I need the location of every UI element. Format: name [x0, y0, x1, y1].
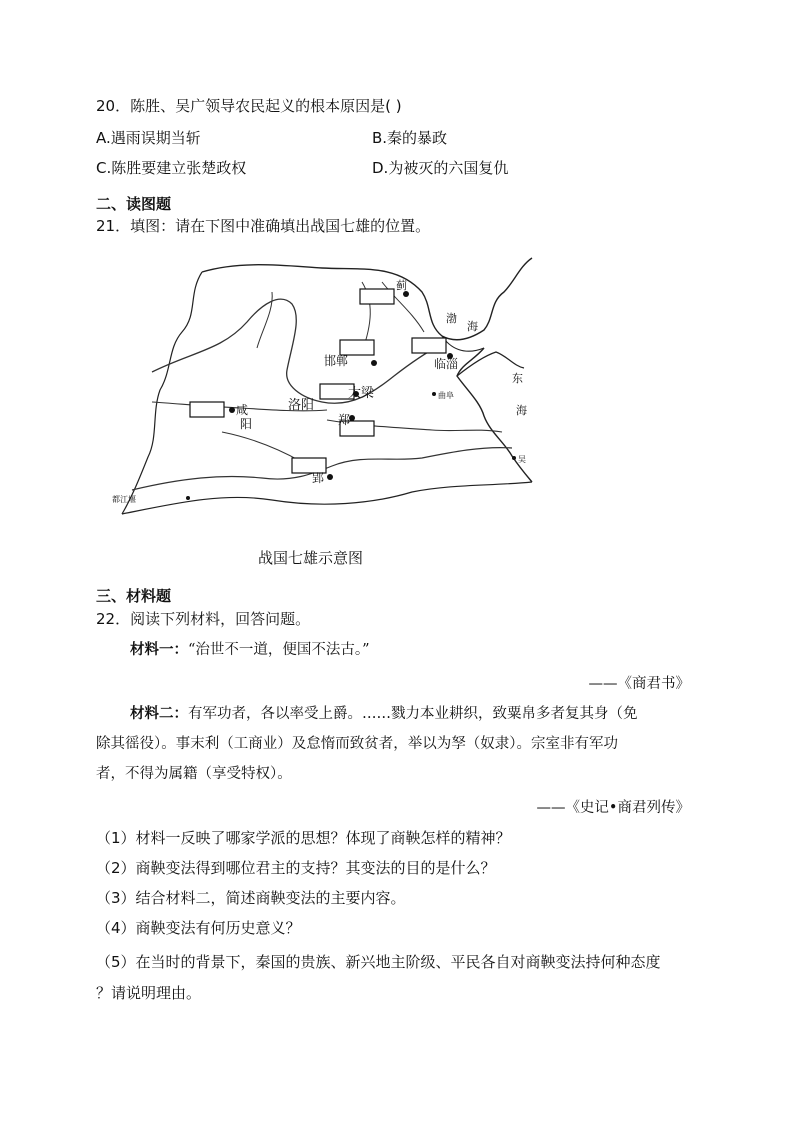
han-river	[222, 432, 302, 462]
label-xianyang-top: 咸	[236, 403, 249, 417]
map-caption: 战国七雄示意图	[258, 549, 364, 567]
label-qufu: 曲阜	[438, 391, 454, 400]
q22-question-5-line1: （5）在当时的背景下，秦国的贵族、新兴地主阶级、平民各自对商鞅变法持何种态度	[96, 953, 661, 971]
label-ying: 郢	[312, 471, 325, 485]
q20-option-b: B.秦的暴政	[372, 129, 448, 147]
handan-dot	[371, 360, 377, 366]
label-ji: 蓟	[396, 279, 407, 292]
material2-line1	[130, 704, 638, 724]
label-donghai2: 海	[516, 404, 527, 417]
material1-source: ——《商君书》	[588, 676, 690, 692]
q20-option-d: D.为被灭的六国复仇	[372, 159, 509, 177]
southern-border	[122, 482, 532, 514]
q22-question-4: （4）商鞅变法有何历史意义？	[96, 919, 301, 937]
dujiangyan-dot	[186, 496, 190, 500]
q20-stem: 20．陈胜、吴广领导农民起义的根本原因是( )	[96, 97, 402, 115]
blank-box-yan	[360, 289, 394, 304]
material2-text1: 有军功者，各以率受上爵。……戮力本业耕织，致粟帛多者复其身（免	[188, 706, 638, 722]
wu-dot	[512, 456, 516, 460]
q22-question-1: （1）材料一反映了哪家学派的思想？体现了商鞅怎样的精神？	[96, 829, 511, 847]
material2-label: 材料二：	[130, 705, 188, 722]
label-zheng: 郑	[338, 413, 351, 427]
label-linzi: 临淄	[434, 357, 459, 371]
q21-stem: 21．填图：请在下图中准确填出战国七雄的位置。	[96, 217, 431, 235]
label-handan: 邯郸	[324, 354, 349, 368]
blank-box-zhao	[340, 340, 374, 355]
q20-option-c: C.陈胜要建立张楚政权	[96, 159, 247, 177]
qufu-dot	[432, 392, 436, 396]
section3-title: 三、材料题	[96, 587, 172, 605]
material2-line2: 除其徭役）。事末利（工商业）及怠惰而致贫者，举以为孥（奴隶）。宗室非有军功	[96, 736, 618, 752]
section2-title: 二、读图题	[96, 195, 172, 213]
label-bohai2: 海	[467, 320, 478, 333]
label-bohai: 渤	[446, 312, 457, 325]
label-xianyang-bottom: 阳	[240, 417, 253, 431]
q22-question-5-line2: ？请说明理由。	[96, 984, 202, 1002]
yellow-river	[152, 299, 442, 403]
material2-source: ——《史记•商君列传》	[536, 800, 690, 816]
material2-line3: 者，不得为属籍（享受特权）。	[96, 766, 292, 782]
label-dujiangyan: 都江堰	[112, 495, 136, 504]
warring-states-map	[112, 252, 536, 538]
q20-option-a: A.遇雨误期当斩	[96, 129, 201, 147]
label-luoyang: 洛阳	[288, 398, 315, 413]
blank-box-qi	[412, 338, 446, 353]
fen-river	[257, 292, 272, 348]
q22-question-2: （2）商鞅变法得到哪位君主的支持？其变法的目的是什么？	[96, 859, 496, 877]
material1	[130, 640, 370, 660]
q22-stem: 22．阅读下列材料，回答问题。	[96, 610, 311, 628]
material1-text: “治世不一道，便国不法古。”	[188, 642, 370, 658]
xianyang-dot	[229, 407, 235, 413]
label-daliang: 大梁	[348, 386, 375, 401]
label-donghai: 东	[512, 372, 523, 385]
q22-question-3: （3）结合材料二，简述商鞅变法的主要内容。	[96, 889, 406, 907]
blank-box-qin	[190, 402, 224, 417]
ying-dot	[327, 474, 333, 480]
label-wu: 吴	[518, 455, 526, 464]
western-border	[122, 272, 202, 514]
material1-label: 材料一：	[130, 641, 188, 658]
